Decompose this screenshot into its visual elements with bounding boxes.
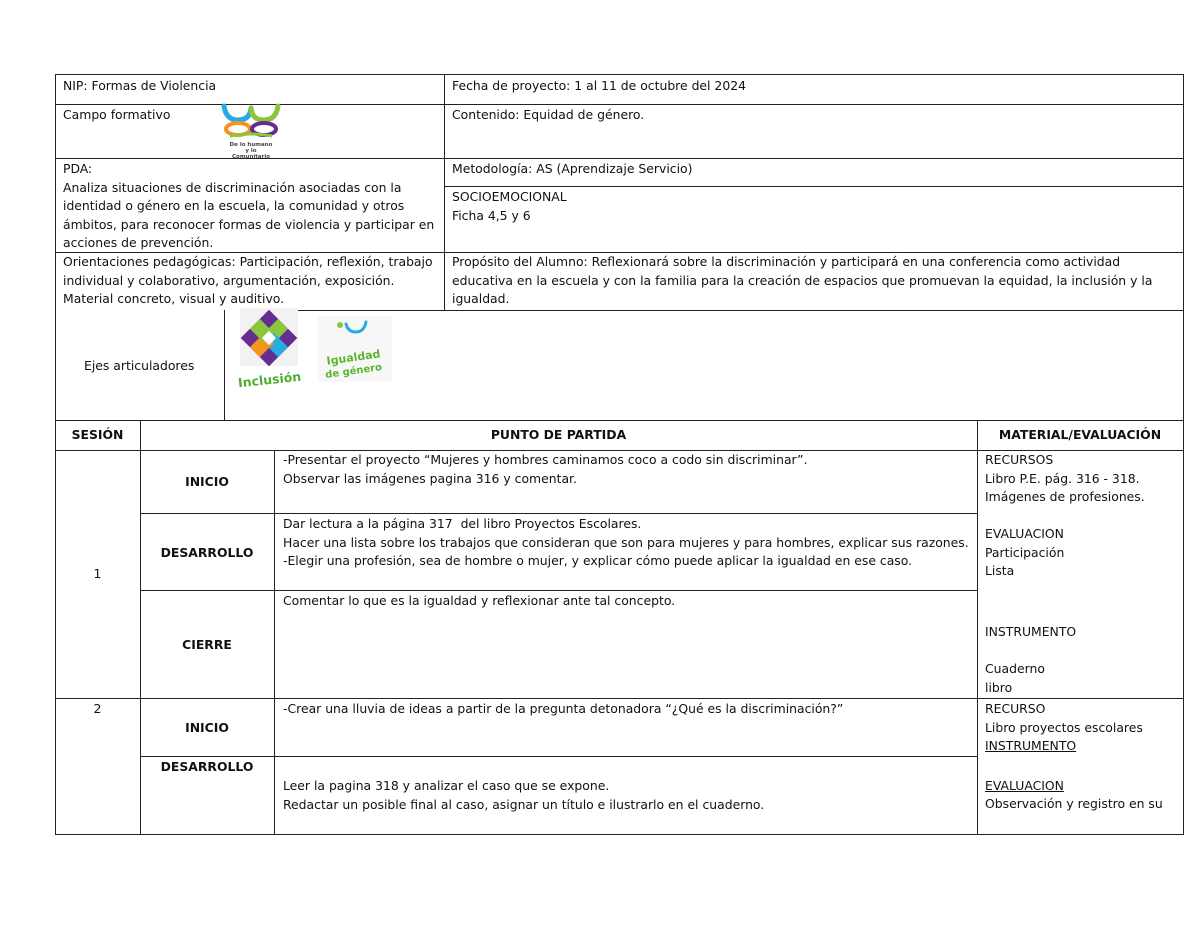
material-spacer xyxy=(985,756,1163,777)
row-line xyxy=(444,186,1184,187)
material-line: Imágenes de profesiones. xyxy=(985,489,1145,504)
row-line xyxy=(140,513,977,514)
col-line xyxy=(55,74,56,835)
igualdad-logo xyxy=(318,316,392,382)
row-line xyxy=(290,310,444,311)
material-line: Participación xyxy=(985,544,1065,560)
orientaciones-block xyxy=(63,253,433,306)
inclusion-logo xyxy=(232,308,304,394)
igualdad-text-line2: de género xyxy=(324,362,383,381)
ejes-articuladores-label: Ejes articuladores xyxy=(84,358,195,373)
session-2-inicio-text xyxy=(283,700,843,719)
orientaciones-line: individual y colaborativo, argumentación, exposición. xyxy=(63,272,395,288)
contenido-label: Contenido: Equidad de género. xyxy=(452,107,645,122)
socioemocional-block xyxy=(452,188,567,225)
session-2-number: 2 xyxy=(93,701,102,716)
activity-line: Comentar lo que es la igualdad y reflexionar ante tal concepto. xyxy=(283,593,676,608)
campo-formativo-logo xyxy=(216,102,286,160)
proposito-line: Propósito del Alumno: Reflexionará sobre la discriminación y participará en una conferencia como actividad xyxy=(452,254,1121,269)
col-line xyxy=(224,310,225,420)
row-line xyxy=(140,590,977,591)
session-1-material-a xyxy=(985,451,1145,581)
material-line: RECURSOS xyxy=(985,452,1054,467)
session-1-number: 1 xyxy=(93,566,102,581)
session-1-desarrollo-text xyxy=(283,515,969,571)
activity-line: Leer la pagina 318 y analizar el caso que se expone. xyxy=(283,778,610,793)
activity-line: Redactar un posible final al caso, asignar un título e ilustrarlo en el cuaderno. xyxy=(283,796,765,812)
session-1-cierre-text xyxy=(283,592,675,611)
session-2-desarrollo-label: DESARROLLO xyxy=(160,759,254,774)
material-line: INSTRUMENTO xyxy=(985,624,1077,639)
material-line: Libro proyectos escolares xyxy=(985,719,1143,735)
row-line xyxy=(55,698,1184,699)
campo-formativo-label: Campo formativo xyxy=(63,107,171,122)
orientaciones-line: Orientaciones pedagógicas: Participación, reflexión, trabajo xyxy=(63,254,433,269)
row-line xyxy=(140,756,977,757)
pda-line: Analiza situaciones de discriminación asociadas con la xyxy=(63,179,402,195)
material-line xyxy=(985,642,1076,661)
row-line xyxy=(444,310,1184,311)
material-line: libro xyxy=(985,679,1013,695)
col-header-sesion: SESIÓN xyxy=(71,427,124,442)
pda-line: ámbitos, para reconocer formas de violencia y participar en xyxy=(63,216,435,232)
session-1-cierre-label: CIERRE xyxy=(182,637,232,652)
pda-line: PDA: xyxy=(63,161,93,176)
session-1-material-b xyxy=(985,623,1076,697)
session-1-desarrollo-label: DESARROLLO xyxy=(160,545,254,560)
campo-logo-line2: y lo xyxy=(245,148,257,154)
orientaciones-line: Material concreto, visual y auditivo. xyxy=(63,291,285,306)
nip-label: NIP: Formas de Violencia xyxy=(63,78,217,93)
col-header-punto: PUNTO DE PARTIDA xyxy=(490,427,627,442)
session-1-inicio-label: INICIO xyxy=(185,474,229,489)
activity-line: -Crear una lluvia de ideas a partir de la pregunta detonadora “¿Qué es la discriminación?” xyxy=(283,701,844,716)
pda-block xyxy=(63,160,434,253)
activity-line: Dar lectura a la página 317 del libro Proyectos Escolares. xyxy=(283,516,642,531)
material-line: EVALUACION xyxy=(985,526,1064,541)
activity-line: -Presentar el proyecto “Mujeres y hombres caminamos coco a codo sin discriminar”. xyxy=(283,452,808,467)
col-line xyxy=(1183,74,1184,835)
proposito-block xyxy=(452,253,1152,309)
campo-logo-line1: De lo humano xyxy=(229,142,273,148)
material-line: Libro P.E. pág. 316 - 318. xyxy=(985,470,1140,486)
row-line xyxy=(55,74,1184,75)
proposito-line: igualdad. xyxy=(452,291,510,306)
activity-line: Hacer una lista sobre los trabajos que consideran que son para mujeres y para hombres, explicar sus razones. xyxy=(283,534,969,550)
proposito-line: educativa en la escuela y con la familia para la creación de espacios que promuevan la equidad, la inclusión y la xyxy=(452,272,1153,288)
material-line: Lista xyxy=(985,563,1015,578)
session-2-desarrollo-text xyxy=(283,777,764,814)
campo-logo-line3: Comunitario xyxy=(232,154,270,160)
material-line: RECURSO xyxy=(985,701,1046,716)
row-line xyxy=(55,420,1184,421)
inclusion-text: Inclusión xyxy=(237,368,302,391)
pda-line: acciones de prevención. xyxy=(63,235,214,250)
col-line xyxy=(444,74,445,310)
material-line: Cuaderno xyxy=(985,661,1045,676)
material-line xyxy=(985,507,1145,526)
socioemocional-line: SOCIOEMOCIONAL xyxy=(452,189,567,204)
igualdad-text-line1: Igualdad xyxy=(325,347,382,368)
project-date: Fecha de proyecto: 1 al 11 de octubre del 2024 xyxy=(452,78,746,93)
col-line xyxy=(977,420,978,834)
session-1-inicio-text xyxy=(283,451,808,488)
metodologia-label: Metodología: AS (Aprendizaje Servicio) xyxy=(452,161,693,176)
material-line: EVALUACION xyxy=(985,777,1064,793)
pda-line: identidad o género en la escuela, la comunidad y otros xyxy=(63,198,405,213)
activity-line: Observar las imágenes pagina 316 y comentar. xyxy=(283,470,577,486)
row-line xyxy=(55,834,1184,835)
material-line: Observación y registro en su xyxy=(985,796,1163,811)
socioemocional-line: Ficha 4,5 y 6 xyxy=(452,207,531,223)
session-2-inicio-label: INICIO xyxy=(185,720,229,735)
col-line xyxy=(274,450,275,834)
activity-line: -Elegir una profesión, sea de hombre o mujer, y explicar cómo puede aplicar la igualdad en ese caso. xyxy=(283,553,913,568)
col-header-material: MATERIAL/EVALUACIÓN xyxy=(998,427,1162,442)
material-line: INSTRUMENTO xyxy=(985,738,1077,753)
session-2-material xyxy=(985,700,1163,814)
